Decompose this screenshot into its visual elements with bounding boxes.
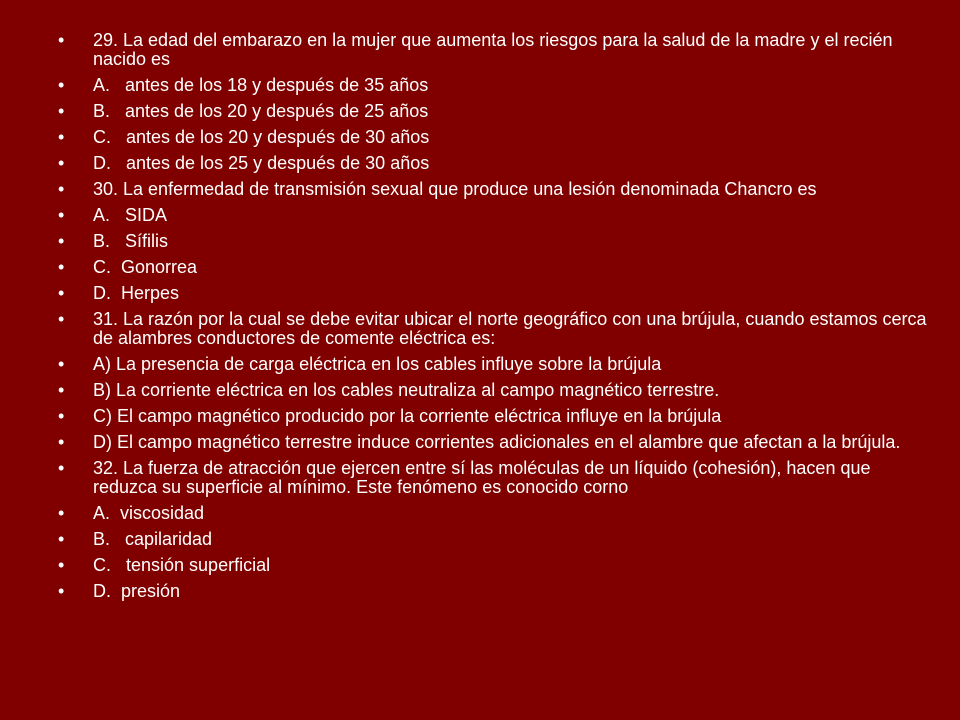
list-item [58, 154, 938, 173]
list-item [58, 504, 938, 523]
bullet-icon: • [58, 503, 65, 523]
list-item [58, 102, 938, 121]
bullet-icon: • [58, 75, 65, 95]
list-item [58, 530, 938, 549]
bullet-icon: • [58, 529, 65, 549]
option-text: D. antes de los 25 y después de 30 años [93, 153, 430, 173]
bullet-icon: • [58, 153, 65, 173]
bullet-icon: • [58, 555, 65, 575]
bullet-icon: • [58, 406, 65, 426]
option-text: A. viscosidad [93, 503, 205, 523]
bullet-icon: • [58, 354, 65, 374]
bullet-icon: • [58, 581, 65, 601]
option-text: B) La corriente eléctrica en los cables neutraliza al campo magnético terrestre. [93, 380, 720, 400]
list-item [58, 258, 938, 277]
list-item [58, 284, 938, 303]
list-item [58, 310, 938, 348]
question-31-text: 31. La razón por la cual se debe evitar ubicar el norte geográfico con una brújula, cuando estamos cerca de alambres conductores de comente eléctrica es: [93, 309, 932, 348]
list-item [58, 31, 938, 69]
list-item [58, 232, 938, 251]
option-text: D. presión [93, 581, 181, 601]
bullet-icon: • [58, 458, 65, 478]
option-text: D) El campo magnético terrestre induce corrientes adicionales en el alambre que afectan a la brújula. [93, 432, 901, 452]
question-29-text: 29. La edad del embarazo en la mujer que aumenta los riesgos para la salud de la madre y el recién nacido es [93, 30, 898, 69]
option-text: A) La presencia de carga eléctrica en los cables influye sobre la brújula [93, 354, 662, 374]
bullet-icon: • [58, 205, 65, 225]
bullet-icon: • [58, 283, 65, 303]
list-item [58, 459, 938, 497]
bullet-list [58, 31, 938, 608]
option-text: C) El campo magnético producido por la corriente eléctrica influye en la brújula [93, 406, 722, 426]
list-item [58, 128, 938, 147]
option-text: C. tensión superficial [93, 555, 271, 575]
option-text: A. SIDA [93, 205, 168, 225]
option-text: B. Sífilis [93, 231, 169, 251]
list-item [58, 180, 938, 199]
option-text: B. antes de los 20 y después de 25 años [93, 101, 429, 121]
bullet-icon: • [58, 101, 65, 121]
bullet-icon: • [58, 380, 65, 400]
question-32-text: 32. La fuerza de atracción que ejercen entre sí las moléculas de un líquido (cohesión), hacen que reduzca su superficie al mínimo. Este fenómeno es conocido corno [93, 458, 876, 497]
option-text: A. antes de los 18 y después de 35 años [93, 75, 429, 95]
list-item [58, 433, 938, 452]
question-30-text: 30. La enfermedad de transmisión sexual que produce una lesión denominada Chancro es [93, 179, 817, 199]
option-text: C. Gonorrea [93, 257, 198, 277]
list-item [58, 556, 938, 575]
option-text: C. antes de los 20 y después de 30 años [93, 127, 430, 147]
list-item [58, 381, 938, 400]
bullet-icon: • [58, 127, 65, 147]
bullet-icon: • [58, 432, 65, 452]
option-text: D. Herpes [93, 283, 180, 303]
bullet-icon: • [58, 179, 65, 199]
bullet-icon: • [58, 257, 65, 277]
bullet-icon: • [58, 231, 65, 251]
option-text: B. capilaridad [93, 529, 213, 549]
bullet-icon: • [58, 309, 65, 329]
bullet-icon: • [58, 30, 65, 50]
list-item [58, 582, 938, 601]
list-item [58, 407, 938, 426]
list-item [58, 76, 938, 95]
list-item [58, 355, 938, 374]
list-item [58, 206, 938, 225]
